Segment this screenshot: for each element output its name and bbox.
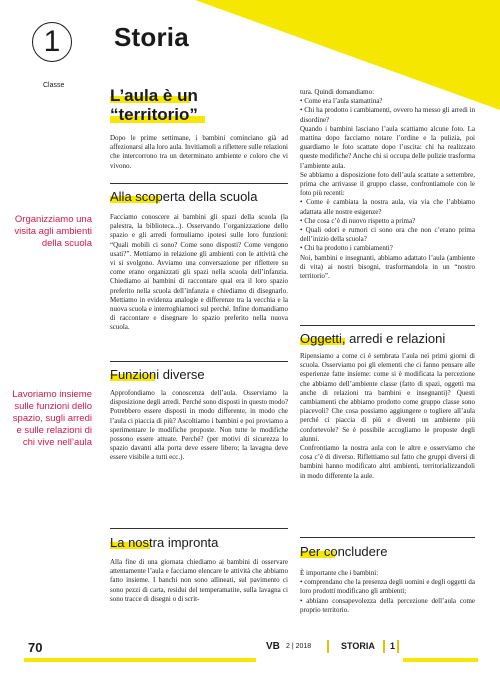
section-rule-4 (300, 325, 475, 326)
section-text-concludere: È importante che i bambini: • comprendano che la presenza degli uomini e degli oggetti da loro prodotti modificano gli ambienti; • abbiano consapevolezza della percezione dell’aula come proprio territorio. (300, 569, 475, 614)
section-text-scoperta: Facciamo conoscere ai bambini gli spazi della scuola (la palestra, la biblioteca...). Osservando l’organizzazione dello spazio e gli arredi formuliamo ipotesi sulle loro funzioni: “Quali mobili ci sono? Come sono disposti? Come vengono usati?”. Mettiamo in relazione gli ambienti con le attività che vi si svolgono. Avviamo una conversazione per riflettere su come erano organizzati gli spazi nella scuola dell’infanzia. Chiediamo ai bambini di raccontare qual era il loro spazio preferito nella scuola dell’infanzia e chiediamo di disegnarlo. Mettiamo in evidenza analogie e differenze tra la vecchia e la nuova scuola e interroghiamoci sul perché. Infine domandiamo di raccontare e disegnare lo spazio preferito nella nuova scuola. (110, 213, 288, 332)
section-text-oggetti: Ripensiamo a come ci è sembrata l’aula nei primi giorni di scuola. Osserviamo poi gli elementi che ci fanno pensare alle esperienze fatte insieme: come si è modificata la percezione che abbiamo dell’ambiente classe (fatto di spazi, oggetti ma anche di relazioni tra bambini e insegnanti)? Questi cambiamenti che abbiamo prodotto come gruppo classe sono piacevoli? Che cosa possiamo aggiungere o togliere all’aula perché ci piaccia di più e diventi un ambiente più confortevole? Se è possibile accogliamo le proposte degli alunni. Confrontiamo la nostra aula con le altre e osserviamo che cosa c’è di diverso. Riflettiamo sul fatto che gruppi diversi di bambini hanno modificato altri ambienti, territorializzandoli in modo differente la aule. (300, 352, 475, 480)
section-text-impronta: Alla fine di una giornata chiediamo ai bambini di osservare attentamente l’aula e facciamo elencare le attività che abbiamo fatto insieme. I banchi non sono allineati, sul pavimento ci sono pezzi di carta, residui del temperamatite, sulla lavagna ci sono tracce di disegni o di scrit- (110, 558, 288, 603)
right-column-text: tura. Quindi domandiamo: • Come era l’aula stamattina? • Chi ha prodotto i cambiamenti, ovvero ha messo gli arredi in disordine? Quando i bambini lasciano l’aula scattiamo alcune foto. La mattina dopo facciamo notare l’ordine e la pulizia, poi guardiamo le foto scattate dopo l’uscita: chi ha realizzato queste modifiche? Anche chi si occupa delle pulizie trasforma l’ambiente aula. Se abbiamo a disposizione foto dell’aula scattate a settembre, prima che arrivasse il gruppo classe, confrontiamole con le foto più recenti: • Come è cambiata la nostra aula, via via che l’abbiamo adattata alle nostre esigenze? • Che cosa c’è di nuovo rispetto a prima? • Quali odori e rumori ci sono ora che non c’erano prima dell’inizio della scuola? • Chi ha prodotto i cambiamenti? Noi, bambini e insegnanti, abbiamo adattato l’aula (ambiente di vita) ai nostri bisogni, trasformandola in un “nostro territorio”. (300, 88, 475, 281)
section-number: 1 (43, 25, 61, 58)
section-number-badge (32, 22, 72, 62)
footer-separator-3 (397, 640, 399, 653)
issue-label: 2 | 2018 (286, 643, 312, 650)
footer-separator-1 (327, 640, 329, 653)
section-title-concludere: Per concludere (300, 544, 388, 559)
footer-separator-2 (383, 640, 385, 653)
section-title-oggetti: Oggetti, arredi e relazioni (300, 331, 446, 346)
section-rule-1 (110, 183, 288, 184)
margin-note-functions: Lavoriamo insieme sulle funzioni dello spazio, sugli arredi e sulle relazioni di chi vive nell’aula (12, 389, 92, 448)
margin-note-visit: Organizziamo una visita agli ambienti della scuola (14, 214, 92, 249)
section-rule-2 (110, 361, 288, 362)
page-title: Storia (114, 22, 189, 52)
footer-rule-left (24, 658, 256, 662)
section-rule-5 (300, 537, 475, 538)
section-title-funzioni: Funzioni diverse (110, 367, 205, 382)
classe-label: Classe (43, 82, 65, 89)
magazine-logo: VB (266, 641, 280, 652)
page-number: 70 (28, 640, 43, 655)
footer-section-number: 1 (390, 641, 396, 651)
section-rule-3 (110, 528, 288, 529)
lead-text: Dopo le prime settimane, i bambini cominciano già ad affezionarsi alla loro aula. Invitiamoli a riflettere sulle relazioni che intercorrono tra un determinato ambiente e coloro che vi vivono. (110, 134, 288, 170)
lead-title: L’aula è un “territorio” (110, 86, 198, 124)
footer-rule-right (403, 658, 478, 662)
footer-subject: STORIA (341, 641, 375, 651)
section-title-scoperta: Alla scoperta della scuola (110, 189, 258, 204)
section-title-impronta: La nostra impronta (110, 535, 219, 550)
section-text-funzioni: Approfondiamo la conoscenza dell’aula. Osserviamo la disposizione degli arredi. Perché sono disposti in questo modo? Potrebbero essere disposti in modo differente, in modo che l’aula ci piaccia di più? Ascoltiamo i bambini e poi proviamo a sperimentare le modifiche proposte. Non tutte le modifiche possono essere attuate. Perché? (per motivi di sicurezza lo spazio davanti alla porta deve essere libero; la lavagna deve essere visibile a tutti ecc.). (110, 389, 288, 462)
